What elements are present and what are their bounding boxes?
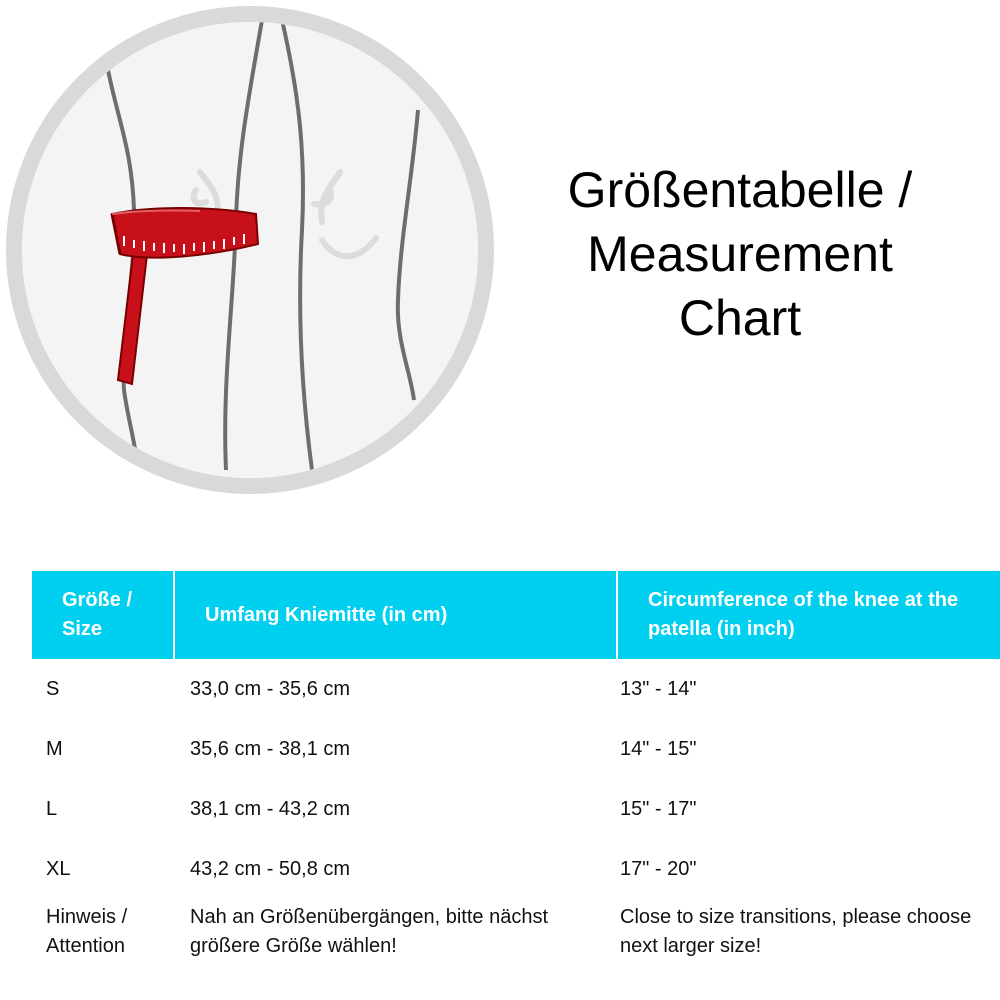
inch-cell: 17" - 20" — [620, 857, 697, 880]
size-cell: L — [46, 797, 58, 820]
table-row — [32, 659, 1000, 719]
size-table — [32, 571, 1000, 979]
note-german: Nah an Größenübergängen, bitte nächst größere Größe wählen! — [190, 906, 549, 957]
table-row — [32, 779, 1000, 839]
inch-cell: 14" - 15" — [620, 737, 697, 760]
inch-cell: 13" - 14" — [620, 677, 697, 700]
cm-cell: 35,6 cm - 38,1 cm — [190, 737, 351, 760]
note-english: Close to size transitions, please choose next larger size! — [620, 906, 972, 957]
table-header — [32, 571, 1000, 659]
page-title — [520, 158, 960, 350]
note-row — [32, 899, 1000, 979]
table-row — [32, 719, 1000, 779]
cm-cell: 43,2 cm - 50,8 cm — [190, 857, 351, 880]
note-label: Hinweis / Attention — [46, 906, 128, 957]
inch-cell: 15" - 17" — [620, 797, 697, 820]
cm-cell: 33,0 cm - 35,6 cm — [190, 677, 351, 700]
size-cell: M — [46, 737, 63, 760]
knee-measurement-illustration — [0, 0, 500, 520]
header-inch: Circumference of the knee at the patella (in inch) — [648, 589, 959, 640]
header-cm: Umfang Kniemitte (in cm) — [205, 603, 448, 626]
header-size: Größe / Size — [62, 589, 133, 640]
title-line-2: Measurement — [587, 226, 893, 282]
title-line-1: Größentabelle / — [567, 162, 913, 218]
size-cell: S — [46, 677, 60, 700]
size-cell: XL — [46, 857, 71, 880]
leg-drawing — [0, 0, 500, 520]
cm-cell: 38,1 cm - 43,2 cm — [190, 797, 351, 820]
title-line-3: Chart — [678, 290, 802, 346]
table-row — [32, 839, 1000, 899]
